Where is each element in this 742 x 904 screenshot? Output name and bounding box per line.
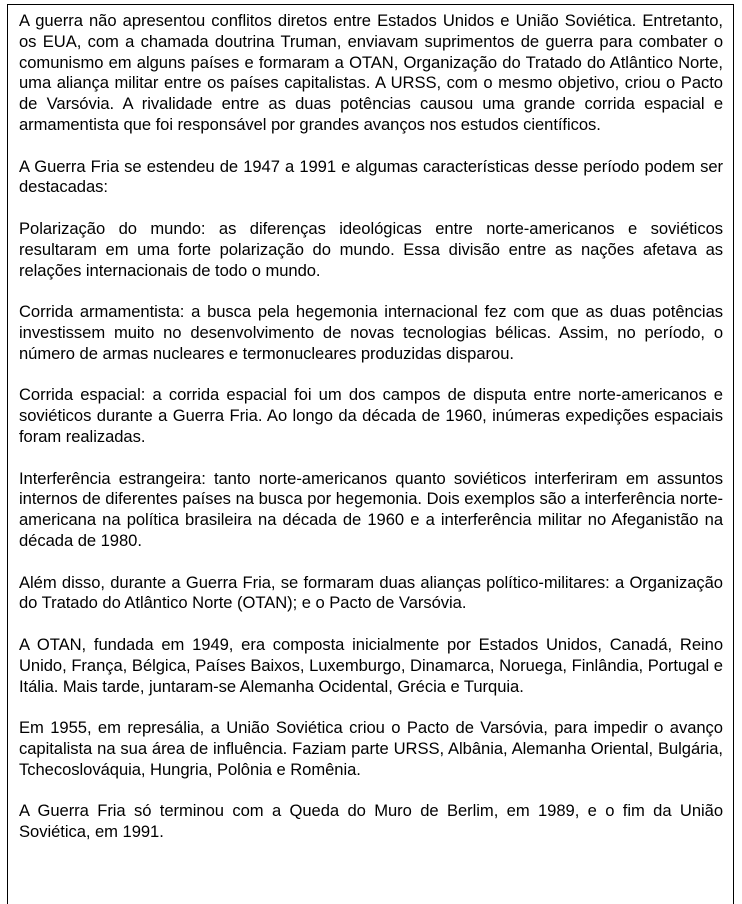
paragraph-nato: A OTAN, fundada em 1949, era composta inicialmente por Estados Unidos, Canadá, Reino Unido, França, Bélgica, Países Baixos, Luxemburgo, Dinamarca, Noruega, Finlândia, Portugal e Itália. Mais tarde, juntaram-se Alemanha Ocidental, Grécia e Turquia.: [19, 634, 723, 696]
paragraph-space-race: Corrida espacial: a corrida espacial foi um dos campos de disputa entre norte-americanos e soviéticos durante a Guerra Fria. Ao longo da década de 1960, inúmeras expedições espaciais foram realizadas.: [19, 385, 723, 446]
paragraph-intro: A guerra não apresentou conflitos diretos entre Estados Unidos e União Soviética. Entretanto, os EUA, com a chamada doutrina Truman, enviavam suprimentos de guerra para combater o comunismo em alguns países e formaram a OTAN, Organização do Tratado do Atlântico Norte, uma aliança militar entre os países capitalistas. A URSS, com o mesmo objetivo, criou o Pacto de Varsóvia. A rivalidade entre as duas potências causou uma grande corrida espacial e armamentista que foi responsável por grandes avanços nos estudos científicos.: [19, 11, 723, 134]
paragraph-period: A Guerra Fria se estendeu de 1947 a 1991 e algumas características desse período podem ser destacadas:: [19, 156, 723, 197]
text-box: [7, 4, 734, 904]
paragraph-arms-race: Corrida armamentista: a busca pela hegemonia internacional fez com que as duas potências investissem muito no desenvolvimento de novas tecnologias bélicas. Assim, no período, o número de armas nucleares e termonucleares produzidas disparou.: [19, 302, 723, 363]
paragraph-alliances: Além disso, durante a Guerra Fria, se formaram duas alianças político-militares: a Organização do Tratado do Atlântico Norte (OTAN); e o Pacto de Varsóvia.: [19, 572, 723, 613]
paragraph-warsaw-pact: Em 1955, em represália, a União Soviética criou o Pacto de Varsóvia, para impedir o avanço capitalista na sua área de influência. Faziam parte URSS, Albânia, Alemanha Oriental, Bulgária, Tchecoslováquia, Hungria, Polônia e Romênia.: [19, 718, 723, 779]
paragraph-polarization: Polarização do mundo: as diferenças ideológicas entre norte-americanos e soviéticos resultaram em uma forte polarização do mundo. Essa divisão entre as nações afetava as relações internacionais de todo o mundo.: [19, 218, 723, 280]
paragraph-foreign-interference: Interferência estrangeira: tanto norte-americanos quanto soviéticos interferiram em assuntos internos de diferentes países na busca por hegemonia. Dois exemplos são a interferência norte-americana na política brasileira na década de 1960 e a interferência militar no Afeganistão na década de 1980.: [19, 468, 723, 550]
paragraph-conclusion: A Guerra Fria só terminou com a Queda do Muro de Berlim, em 1989, e o fim da União Soviética, em 1991.: [19, 801, 723, 842]
